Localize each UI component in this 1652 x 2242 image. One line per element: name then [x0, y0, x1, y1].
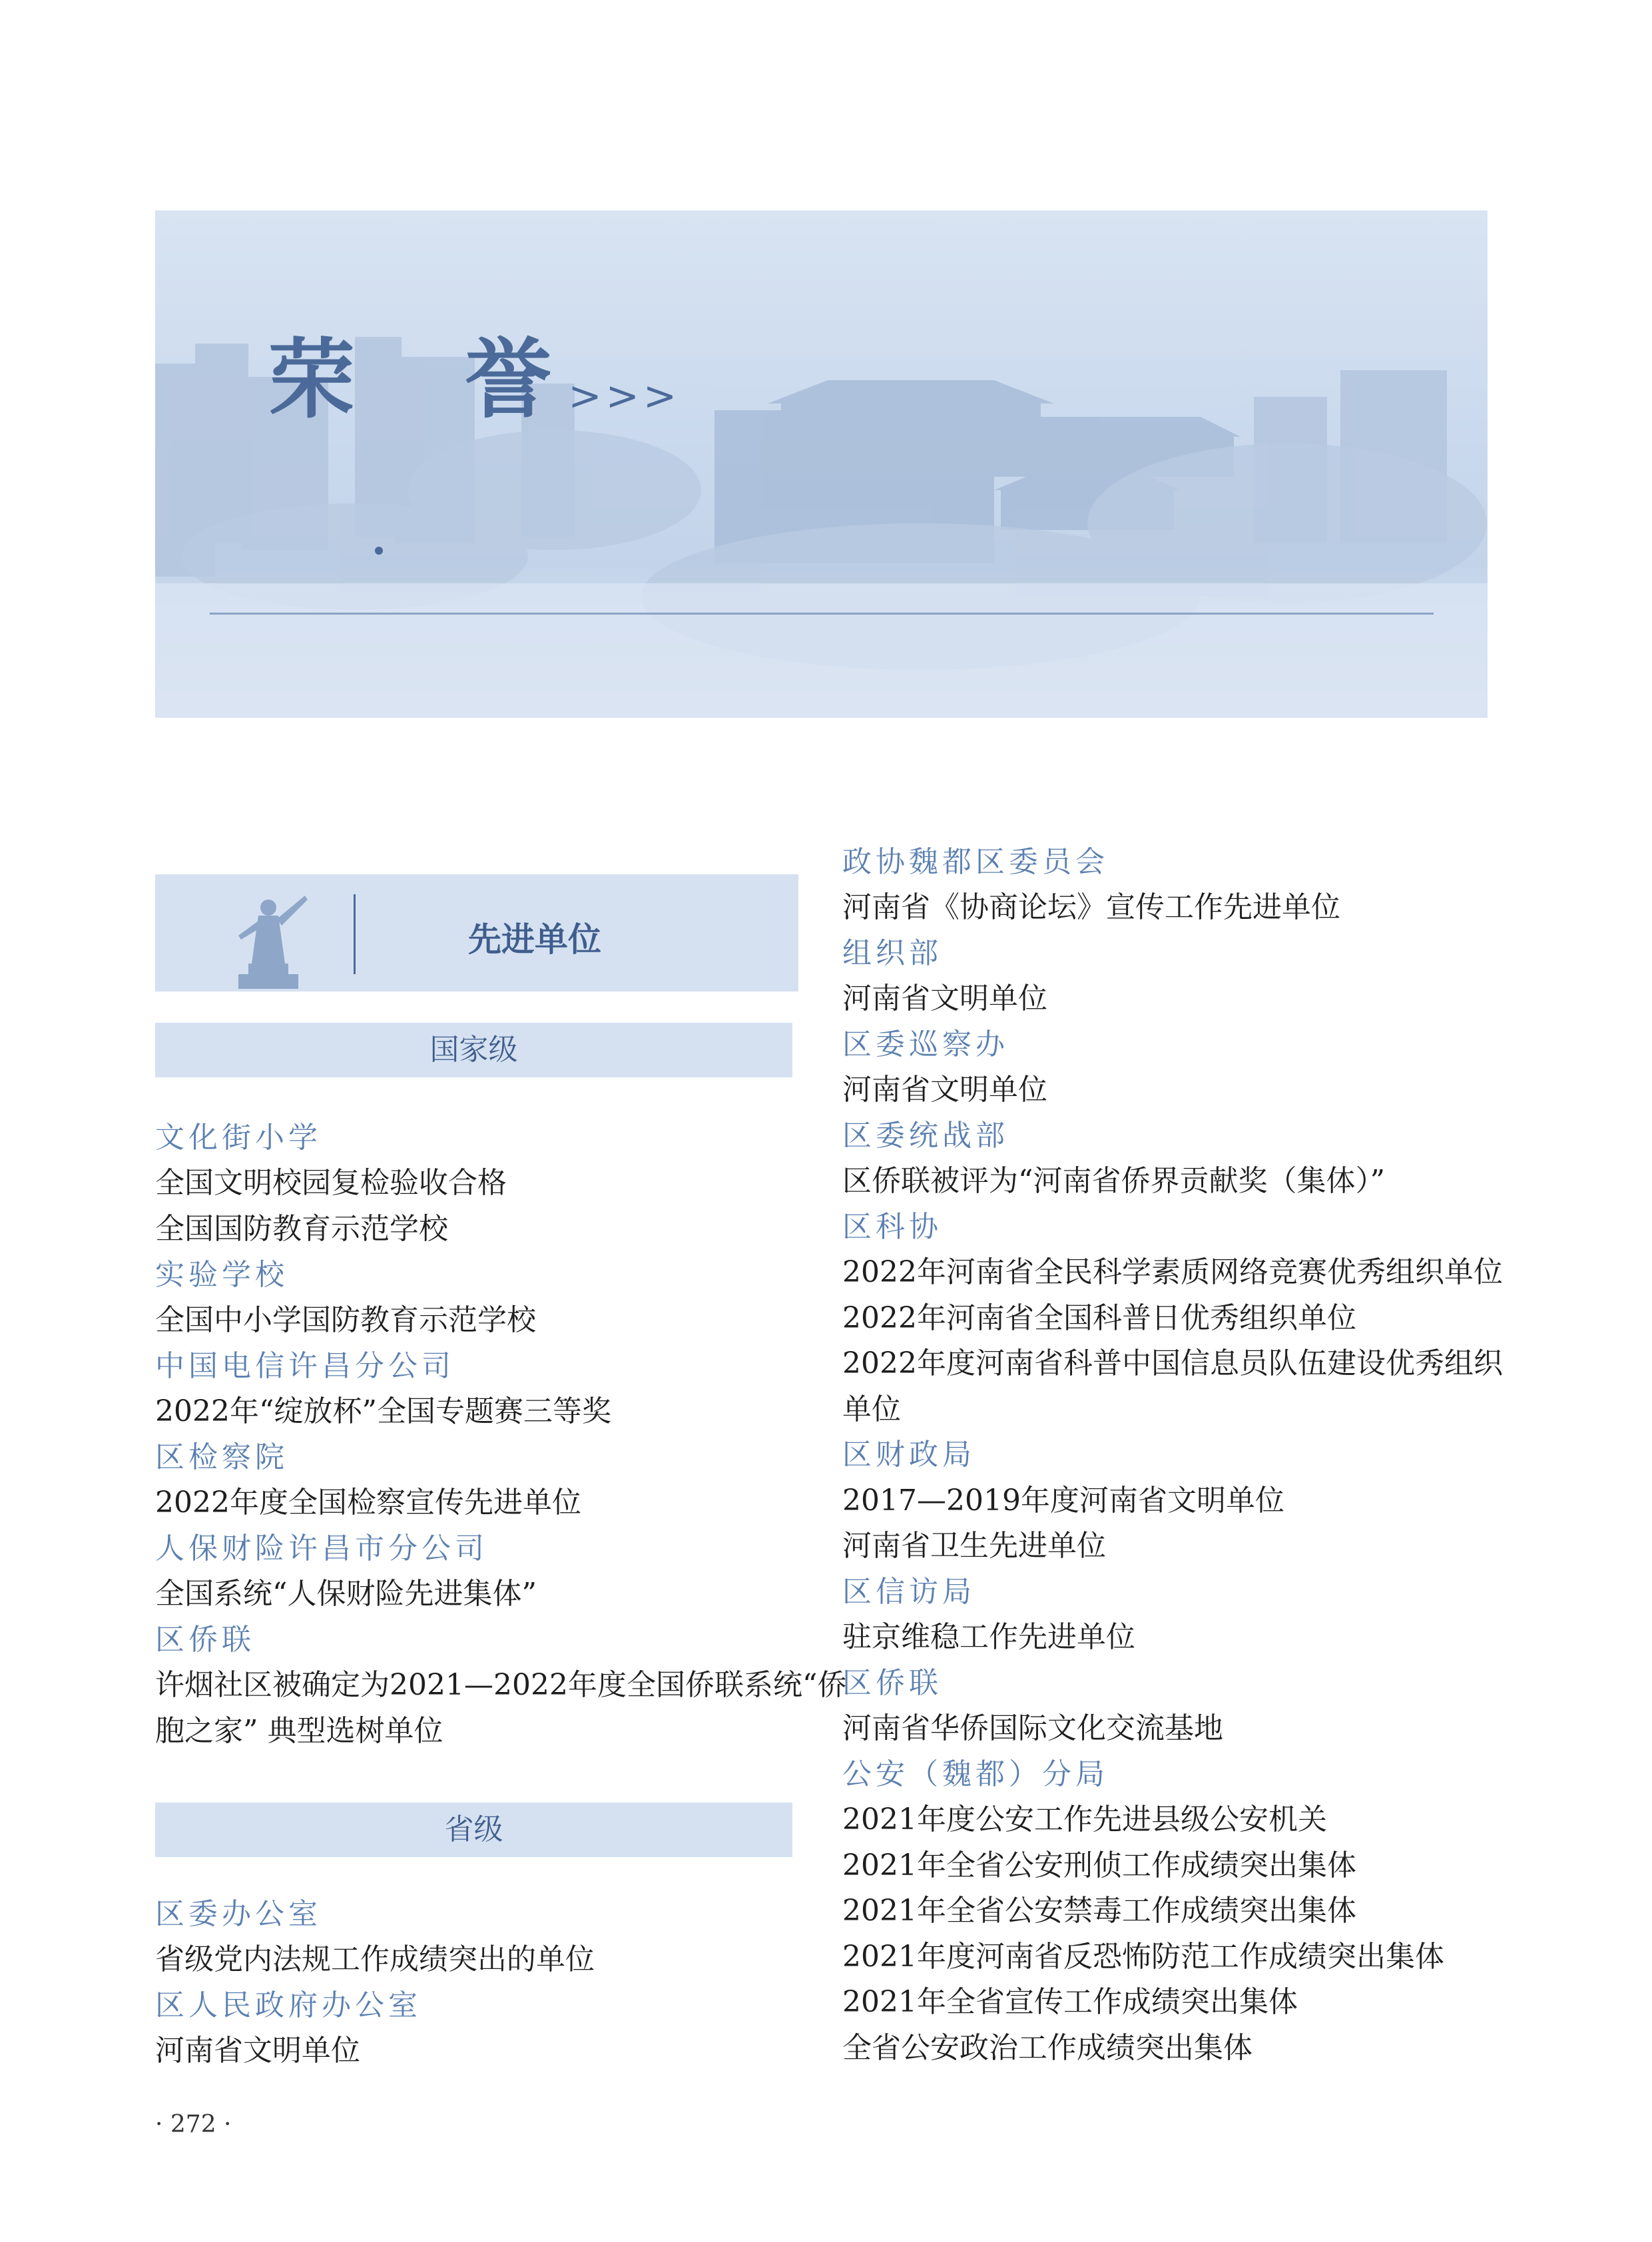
honor-item: 2022年度全国检察宣传先进单位 [155, 1486, 581, 1520]
honor-item: 省级党内法规工作成绩突出的单位 [155, 1942, 595, 1976]
org-label: 公安（魏都）分局 [842, 1757, 1109, 1791]
org-label: 实验学校 [155, 1258, 288, 1292]
honor-item: 2017—2019年度河南省文明单位 [842, 1484, 1284, 1518]
honor-item: 驻京维稳工作先进单位 [842, 1620, 1135, 1654]
banner-arrows: >>> [568, 373, 681, 420]
honor-item: 单位 [842, 1392, 901, 1426]
level-header-provincial: 省级 [155, 1803, 792, 1857]
org-label: 区信访局 [842, 1575, 975, 1609]
org-label: 区委统战部 [842, 1119, 1009, 1153]
section-title: 先进单位 [468, 920, 601, 959]
org-label: 组织部 [842, 936, 942, 970]
org-label: 区科协 [842, 1210, 942, 1244]
honor-item: 河南省文明单位 [842, 981, 1047, 1015]
honor-item: 2021年全省公安禁毒工作成绩突出集体 [842, 1894, 1356, 1928]
honor-item: 区侨联被评为“河南省侨界贡献奖（集体）” [842, 1164, 1385, 1198]
honor-item: 河南省文明单位 [155, 2034, 360, 2068]
honor-item: 2021年全省公安刑侦工作成绩突出集体 [842, 1848, 1356, 1882]
honor-item: 河南省卫生先进单位 [842, 1529, 1106, 1563]
org-label: 区检察院 [155, 1440, 288, 1474]
page-number: · 272 · [155, 2111, 232, 2138]
org-label: 中国电信许昌分公司 [155, 1349, 455, 1383]
city-gate-illustration [155, 210, 1488, 718]
honor-item: 全国系统“人保财险先进集体” [155, 1577, 537, 1611]
org-label: 人保财险许昌市分公司 [155, 1532, 488, 1565]
org-label: 区侨联 [842, 1666, 942, 1700]
chapter-banner [155, 210, 1488, 718]
honor-item: 2022年“绽放杯”全国专题赛三等奖 [155, 1394, 611, 1428]
honor-item: 胞之家” 典型选树单位 [155, 1714, 443, 1748]
org-label: 政协魏都区委员会 [842, 845, 1109, 879]
org-label: 区委巡察办 [842, 1027, 1009, 1061]
statue-icon [218, 889, 318, 989]
level-header-national: 国家级 [155, 1023, 792, 1077]
honor-item: 全省公安政治工作成绩突出集体 [842, 2031, 1252, 2065]
honor-item: 全国文明校园复检验收合格 [155, 1166, 507, 1200]
org-label: 区委办公室 [155, 1897, 322, 1931]
honor-item: 2022年河南省全民科学素质网络竞赛优秀组织单位 [842, 1255, 1503, 1289]
honor-item: 河南省《协商论坛》宣传工作先进单位 [842, 890, 1340, 924]
org-label: 文化街小学 [155, 1121, 322, 1155]
section-divider [354, 894, 356, 974]
org-label: 区侨联 [155, 1623, 255, 1657]
honor-item: 河南省华侨国际文化交流基地 [842, 1711, 1223, 1745]
honor-item: 2021年全省宣传工作成绩突出集体 [842, 1985, 1298, 2019]
honor-item: 许烟社区被确定为2021—2022年度全国侨联系统“侨 [155, 1668, 847, 1702]
honor-item: 2021年度公安工作先进县级公安机关 [842, 1803, 1327, 1836]
banner-title: 荣 誉 [268, 328, 592, 430]
org-label: 区人民政府办公室 [155, 1988, 421, 2022]
banner-rule [210, 613, 1434, 615]
honor-item: 2021年度河南省反恐怖防范工作成绩突出集体 [842, 1940, 1444, 1974]
honor-item: 河南省文明单位 [842, 1073, 1047, 1107]
honor-item: 2022年河南省全国科普日优秀组织单位 [842, 1301, 1356, 1335]
honor-item: 全国国防教育示范学校 [155, 1212, 448, 1246]
honor-item: 全国中小学国防教育示范学校 [155, 1303, 536, 1337]
banner-title-wrap [268, 310, 681, 435]
section-header [155, 874, 798, 991]
title-bullet [375, 547, 383, 555]
honor-item: 2022年度河南省科普中国信息员队伍建设优秀组织 [842, 1346, 1503, 1380]
org-label: 区财政局 [842, 1438, 975, 1472]
